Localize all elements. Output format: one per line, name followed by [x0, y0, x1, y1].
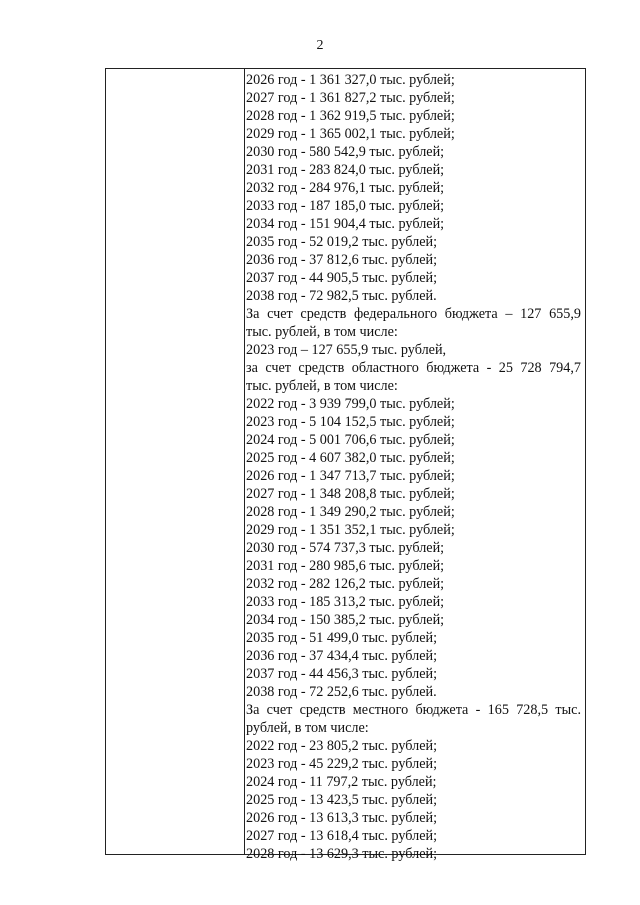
- page-number: 2: [316, 38, 324, 53]
- text-line: 2022 год - 23 805,2 тыс. рублей;: [246, 738, 438, 754]
- text-line: 2022 год - 3 939 799,0 тыс. рублей;: [246, 396, 455, 412]
- text-line: 2033 год - 185 313,2 тыс. рублей;: [246, 594, 445, 610]
- text-line: 2027 год - 13 618,4 тыс. рублей;: [246, 828, 438, 844]
- text-line: 2038 год - 72 982,5 тыс. рублей.: [246, 288, 437, 304]
- text-line: За счет средств местного бюджета - 165 728,5 тыс.: [246, 702, 581, 718]
- text-line: 2024 год - 11 797,2 тыс. рублей;: [246, 774, 437, 790]
- financing-table: [105, 68, 586, 862]
- text-line: тыс. рублей, в том числе:: [246, 324, 398, 340]
- text-line: 2028 год - 1 349 290,2 тыс. рублей;: [246, 504, 455, 520]
- text-line: 2034 год - 151 904,4 тыс. рублей;: [246, 216, 445, 232]
- financing-text-cell: [246, 71, 581, 863]
- text-line: 2036 год - 37 434,4 тыс. рублей;: [246, 648, 438, 664]
- text-line: 2036 год - 37 812,6 тыс. рублей;: [246, 252, 438, 268]
- text-line: 2025 год - 4 607 382,0 тыс. рублей;: [246, 450, 455, 466]
- text-line: 2031 год - 283 824,0 тыс. рублей;: [246, 162, 445, 178]
- text-line: 2038 год - 72 252,6 тыс. рублей.: [246, 684, 437, 700]
- text-line: 2037 год - 44 456,3 тыс. рублей;: [246, 666, 438, 682]
- text-line: 2025 год - 13 423,5 тыс. рублей;: [246, 792, 438, 808]
- text-line: 2029 год - 1 351 352,1 тыс. рублей;: [246, 522, 455, 538]
- text-line: 2026 год - 13 613,3 тыс. рублей;: [246, 810, 438, 826]
- text-line: 2023 год - 5 104 152,5 тыс. рублей;: [246, 414, 455, 430]
- text-line: рублей, в том числе:: [246, 720, 369, 736]
- text-line: 2030 год - 574 737,3 тыс. рублей;: [246, 540, 445, 556]
- text-line: 2031 год - 280 985,6 тыс. рублей;: [246, 558, 445, 574]
- text-line: 2037 год - 44 905,5 тыс. рублей;: [246, 270, 438, 286]
- text-line: 2024 год - 5 001 706,6 тыс. рублей;: [246, 432, 455, 448]
- text-line: тыс. рублей, в том числе:: [246, 378, 398, 394]
- column-divider: [244, 69, 245, 854]
- text-line: 2026 год - 1 347 713,7 тыс. рублей;: [246, 468, 455, 484]
- text-line: 2030 год - 580 542,9 тыс. рублей;: [246, 144, 445, 160]
- text-line: 2026 год - 1 361 327,0 тыс. рублей;: [246, 72, 455, 88]
- text-line: 2034 год - 150 385,2 тыс. рублей;: [246, 612, 445, 628]
- text-line: 2035 год - 52 019,2 тыс. рублей;: [246, 234, 438, 250]
- text-line: 2035 год - 51 499,0 тыс. рублей;: [246, 630, 438, 646]
- text-line: 2027 год - 1 361 827,2 тыс. рублей;: [246, 90, 455, 106]
- text-line: За счет средств федерального бюджета – 127 655,9: [246, 306, 581, 322]
- text-line: 2027 год - 1 348 208,8 тыс. рублей;: [246, 486, 455, 502]
- text-line: 2032 год - 284 976,1 тыс. рублей;: [246, 180, 445, 196]
- text-line: 2023 год – 127 655,9 тыс. рублей,: [246, 342, 447, 358]
- text-line: 2028 год - 1 362 919,5 тыс. рублей;: [246, 108, 455, 124]
- text-line: 2032 год - 282 126,2 тыс. рублей;: [246, 576, 445, 592]
- text-line: за счет средств областного бюджета - 25 728 794,7: [246, 360, 581, 376]
- text-line: 2028 год - 13 629,3 тыс. рублей;: [246, 846, 438, 862]
- text-line: 2033 год - 187 185,0 тыс. рублей;: [246, 198, 445, 214]
- text-line: 2023 год - 45 229,2 тыс. рублей;: [246, 756, 438, 772]
- text-line: 2029 год - 1 365 002,1 тыс. рублей;: [246, 126, 455, 142]
